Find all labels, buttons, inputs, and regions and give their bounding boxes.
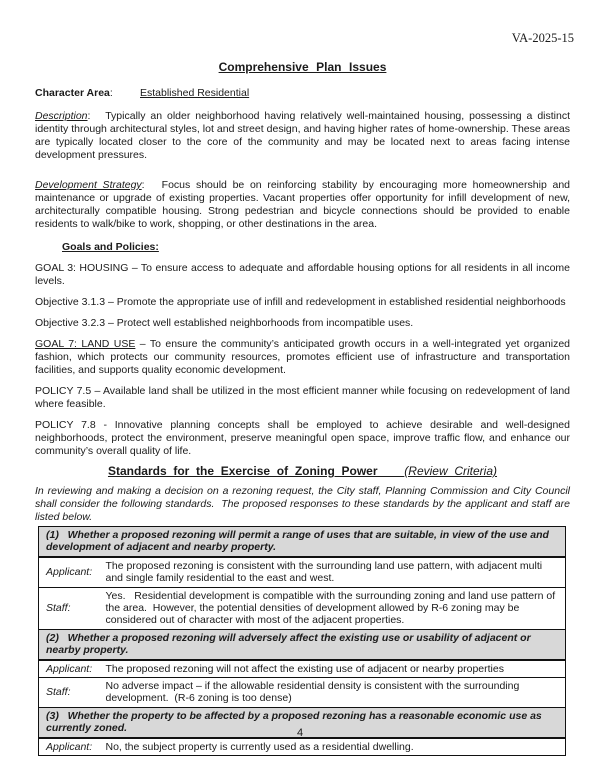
response-row-applicant-1 — [39, 557, 566, 587]
standards-heading-note: (Review Criteria) — [404, 464, 498, 478]
criterion-text: (2) Whether a proposed rezoning will adversely affect the existing use or usability of adjacent or nearby property. — [39, 629, 566, 659]
response-row-applicant-3 — [39, 738, 566, 756]
goal-item-text: Objective 3.2.3 – Protect well established neighborhoods from incompatible uses. — [35, 317, 414, 329]
character-area-row — [35, 87, 570, 100]
standards-intro: In reviewing and making a decision on a rezoning request, the City staff, Planning Commission and City Council shall consider the following standards. The proposed responses to these standards by the applicant and staff are listed below. — [35, 485, 570, 523]
goal-item-policy-75 — [35, 385, 570, 411]
page-title-text: Comprehensive Plan Issues — [218, 60, 387, 74]
standards-heading-main: Standards for the Exercise of Zoning Power — [107, 464, 378, 478]
goal-item-text: POLICY 7.8 - Innovative planning concepts shall be employed to achieve desirable and well-designed neighborhoods, protect the environment, preserve meaningful open space, improve traffic flow, and enhance our community’s overall quality of life. — [35, 419, 570, 457]
criterion-row-1 — [39, 527, 566, 557]
goal-item-goal7 — [35, 338, 570, 377]
description-label — [35, 110, 105, 122]
criterion-text: (1) Whether a proposed rezoning will permit a range of uses that are suitable, in view of the use and development of adjacent and nearby property. — [39, 527, 566, 557]
standards-heading — [35, 464, 570, 479]
review-criteria-table — [38, 526, 566, 756]
response-row-applicant-2 — [39, 660, 566, 678]
goal-item-objective-323 — [35, 317, 570, 330]
response-text: No adverse impact – if the allowable residential density is consistent with the surrounding development. (R-6 zoning is too dense) — [99, 678, 566, 708]
goal-item-goal3 — [35, 262, 570, 288]
goal-item-text: POLICY 7.5 – Available land shall be utilized in the most efficient manner while focusing on redevelopment of land where feasible. — [35, 385, 570, 410]
response-party-label: Applicant: — [39, 660, 99, 678]
goals-policies-heading-text: Goals and Policies: — [62, 241, 159, 253]
response-party-label: Applicant: — [39, 557, 99, 587]
criterion-text: (3) Whether the property to be affected by a proposed rezoning has a reasonable economic use as currently zoned. — [39, 707, 566, 737]
development-strategy-label — [35, 179, 162, 191]
goals-policies-heading — [62, 241, 570, 254]
page-number: 4 — [296, 727, 304, 739]
response-text: Yes. Residential development is compatible with the surrounding zoning and land use pattern of the area. However, the potential densities of development allowed by R-6 zoning may be considered out of character with most of the adjacent properties. — [99, 587, 566, 629]
character-area-value: Established Residential — [140, 87, 250, 99]
goal-item-text: – To ensure the community’s anticipated growth occurs in a well-integrated yet organized fashion, which protects our community resources, promotes efficient use of infrastructure and transportation facilities, and supports quality economic development. — [35, 338, 570, 376]
development-strategy-text: Focus should be on reinforcing stability by encouraging more homeownership and maintenance or upgrade of existing properties. Vacant properties offer opportunity for infill development of new, architecturally compatible housing. Strong pedestrian and bicycle connections should be provided to enable residents to walk/bike to work, shopping, or other destinations in the area. — [35, 179, 570, 230]
response-party-label: Staff: — [39, 587, 99, 629]
goal-item-lead: GOAL 7: LAND USE — [35, 338, 136, 350]
goal-item-objective-313 — [35, 296, 570, 309]
response-text: No, the subject property is currently used as a residential dwelling. — [99, 738, 566, 756]
development-strategy-label-text: Development Strategy — [35, 179, 142, 191]
description-paragraph — [35, 110, 570, 162]
response-text: The proposed rezoning will not affect the existing use of adjacent or nearby properties — [99, 660, 566, 678]
description-label-text: Description — [35, 110, 88, 122]
response-row-staff-2 — [39, 678, 566, 708]
description-text: Typically an older neighborhood having relatively well-maintained housing, possessing a distinct identity through architectural styles, lot and street design, and having higher rates of home-ownership. These areas are typically located closer to the core of the community and may be located next to areas facing intense development pressures. — [35, 110, 571, 161]
case-number: VA-2025-15 — [511, 31, 574, 45]
standards-heading-wrap — [108, 464, 497, 478]
response-text: The proposed rezoning is consistent with the surrounding land use pattern, with adjacent multi and single family residential to the east and west. — [99, 557, 566, 587]
development-strategy-paragraph — [35, 179, 570, 231]
criterion-row-2 — [39, 629, 566, 659]
goal-item-text: GOAL 3: HOUSING – To ensure access to adequate and affordable housing options for all residents in all income levels. — [35, 262, 570, 287]
response-party-label: Staff: — [39, 678, 99, 708]
page-title — [35, 60, 570, 74]
goal-item-text: Objective 3.1.3 – Promote the appropriate use of infill and redevelopment in established residential neighborhoods — [35, 296, 566, 308]
character-area-label: Character Area — [35, 87, 110, 99]
goal-item-policy-78 — [35, 419, 570, 458]
character-area-label-wrap — [35, 87, 140, 100]
response-row-staff-1 — [39, 587, 566, 629]
response-party-label: Applicant: — [39, 738, 99, 756]
